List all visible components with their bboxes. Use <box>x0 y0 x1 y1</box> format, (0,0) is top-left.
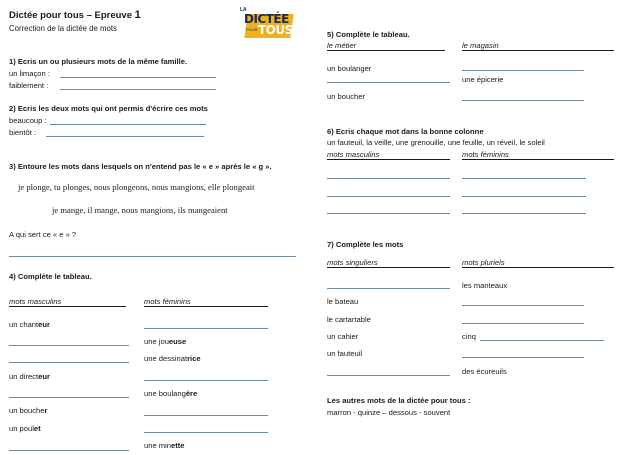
header-underline <box>462 159 614 160</box>
q7-word-singulier: le bateau <box>327 297 359 306</box>
answer-line[interactable] <box>480 340 604 341</box>
word-stem: une jou <box>144 337 169 346</box>
q7-word-singulier: un cahier <box>327 332 359 341</box>
other-words-list: marron - quinze – dessous - souvent <box>327 408 451 417</box>
q4-word-feminin <box>144 442 185 450</box>
q3-title: 3) Entoure les mots dans lesquels on n'entend pas le « e » après le « g ». <box>9 162 272 171</box>
q5-word-metier: un boucher <box>327 92 365 101</box>
answer-line[interactable] <box>144 432 268 433</box>
answer-line[interactable] <box>462 213 586 214</box>
q7-word-pluriel: des écureuils <box>462 367 507 376</box>
q6-col-masculins: mots masculins <box>327 150 380 159</box>
q4-word-feminin <box>144 390 197 398</box>
answer-line[interactable] <box>9 256 296 257</box>
q4-word-feminin <box>144 338 186 346</box>
q5-col-metier: le métier <box>327 41 357 50</box>
word-stem: un direct <box>9 372 39 381</box>
answer-line[interactable] <box>462 196 586 197</box>
logo-small-mid: POUR <box>246 27 258 32</box>
q4-word-masculin <box>9 321 50 329</box>
header-underline <box>9 306 126 307</box>
answer-line[interactable] <box>327 196 450 197</box>
q7-word-singulier: le cartartable <box>327 315 371 324</box>
q4-title: 4) Complète le tableau. <box>9 272 92 281</box>
answer-line[interactable] <box>60 89 216 90</box>
other-words-title: Les autres mots de la dictée pour tous : <box>327 396 471 405</box>
answer-line[interactable] <box>462 100 584 101</box>
header-underline <box>462 50 614 51</box>
q6-title: 6) Ecris chaque mot dans la bonne colonne <box>327 127 484 136</box>
q7-col-pluriels: mots pluriels <box>462 258 505 267</box>
answer-line[interactable] <box>462 323 584 324</box>
q7-word-pluriel: cinq <box>462 332 476 341</box>
q4-col-feminins: mots féminins <box>144 297 191 306</box>
q4-word-masculin <box>9 407 47 415</box>
word-ending: et <box>33 424 41 433</box>
answer-line[interactable] <box>327 288 450 289</box>
q7-word-pluriel: les manteaux <box>462 281 508 290</box>
header-underline <box>462 267 614 268</box>
answer-line[interactable] <box>46 136 204 137</box>
word-ending: r <box>44 406 48 415</box>
word-stem: un poul <box>9 424 34 433</box>
q4-col-masculins: mots masculins <box>9 297 62 306</box>
q2-title: 2) Ecris les deux mots qui ont permis d'écrire ces mots <box>9 104 208 113</box>
q7-word-singulier: un fauteuil <box>327 349 363 358</box>
answer-line[interactable] <box>327 213 450 214</box>
answer-line[interactable] <box>9 362 129 363</box>
word-ending: ette <box>171 441 185 450</box>
q6-word-list: un fauteuil, la veille, une grenouille, une feuille, un réveil, le soleil <box>327 138 545 147</box>
answer-line[interactable] <box>462 70 584 71</box>
page-title <box>9 10 141 21</box>
header-underline <box>327 267 450 268</box>
answer-line[interactable] <box>144 415 268 416</box>
word-stem: une boulang <box>144 389 186 398</box>
word-stem: un bouche <box>9 406 45 415</box>
word-ending: eur <box>38 320 50 329</box>
answer-line[interactable] <box>327 375 450 376</box>
word-ending: eur <box>38 372 50 381</box>
q2-item: bientôt : <box>9 128 37 137</box>
answer-line[interactable] <box>9 345 129 346</box>
q5-title: 5) Complète le tableau. <box>327 30 410 39</box>
q4-word-masculin <box>9 425 41 433</box>
word-stem: une min <box>144 441 172 450</box>
header-underline <box>327 159 450 160</box>
q5-word-magasin: une épicerie <box>462 75 504 84</box>
answer-line[interactable] <box>462 305 584 306</box>
answer-line[interactable] <box>327 178 450 179</box>
header-underline <box>144 306 268 307</box>
word-ending: euse <box>168 337 187 346</box>
answer-line[interactable] <box>9 450 129 451</box>
answer-line[interactable] <box>144 380 268 381</box>
q4-word-feminin <box>144 355 201 363</box>
q6-col-feminins: mots féminins <box>462 150 509 159</box>
q1-item: un limaçon : <box>9 69 50 78</box>
q2-item: beaucoup : <box>9 116 47 125</box>
q5-col-magasin: le magasin <box>462 41 499 50</box>
page-subtitle: Correction de la dictée de mots <box>9 24 117 33</box>
dictee-pour-tous-logo <box>240 6 296 40</box>
title-text: Dictée pour tous – Epreuve <box>9 10 133 21</box>
word-ending: rice <box>187 354 201 363</box>
answer-line[interactable] <box>327 82 450 83</box>
q7-col-singuliers: mots singuliers <box>327 258 378 267</box>
q1-title: 1) Ecris un ou plusieurs mots de la même famille. <box>9 57 188 66</box>
answer-line[interactable] <box>144 328 268 329</box>
answer-line[interactable] <box>60 77 216 78</box>
answer-line[interactable] <box>462 357 584 358</box>
word-ending: ère <box>185 389 198 398</box>
word-stem: une dessinat <box>144 354 188 363</box>
answer-line[interactable] <box>50 124 206 125</box>
logo-small-top: LA <box>240 7 247 13</box>
logo-line2: TOUS <box>258 23 293 37</box>
q7-title: 7) Complète les mots <box>327 240 404 249</box>
q5-word-metier: un boulanger <box>327 64 372 73</box>
answer-line[interactable] <box>462 178 586 179</box>
q1-item: faiblement : <box>9 81 49 90</box>
logo-line1: DICTÉE <box>244 12 289 26</box>
word-stem: un chant <box>9 320 39 329</box>
answer-line[interactable] <box>9 397 129 398</box>
q3-words-line1: je plonge, tu plonges, nous plongeons, nous mangions, elle plongeait <box>18 182 255 192</box>
q3-question: A qui sert ce « e » ? <box>9 230 77 239</box>
header-underline <box>327 50 445 51</box>
title-number: 1 <box>134 9 141 21</box>
q4-word-masculin <box>9 373 50 381</box>
q3-words-line2: je mange, il mange, nous mangions, ils mangeaient <box>52 205 228 215</box>
